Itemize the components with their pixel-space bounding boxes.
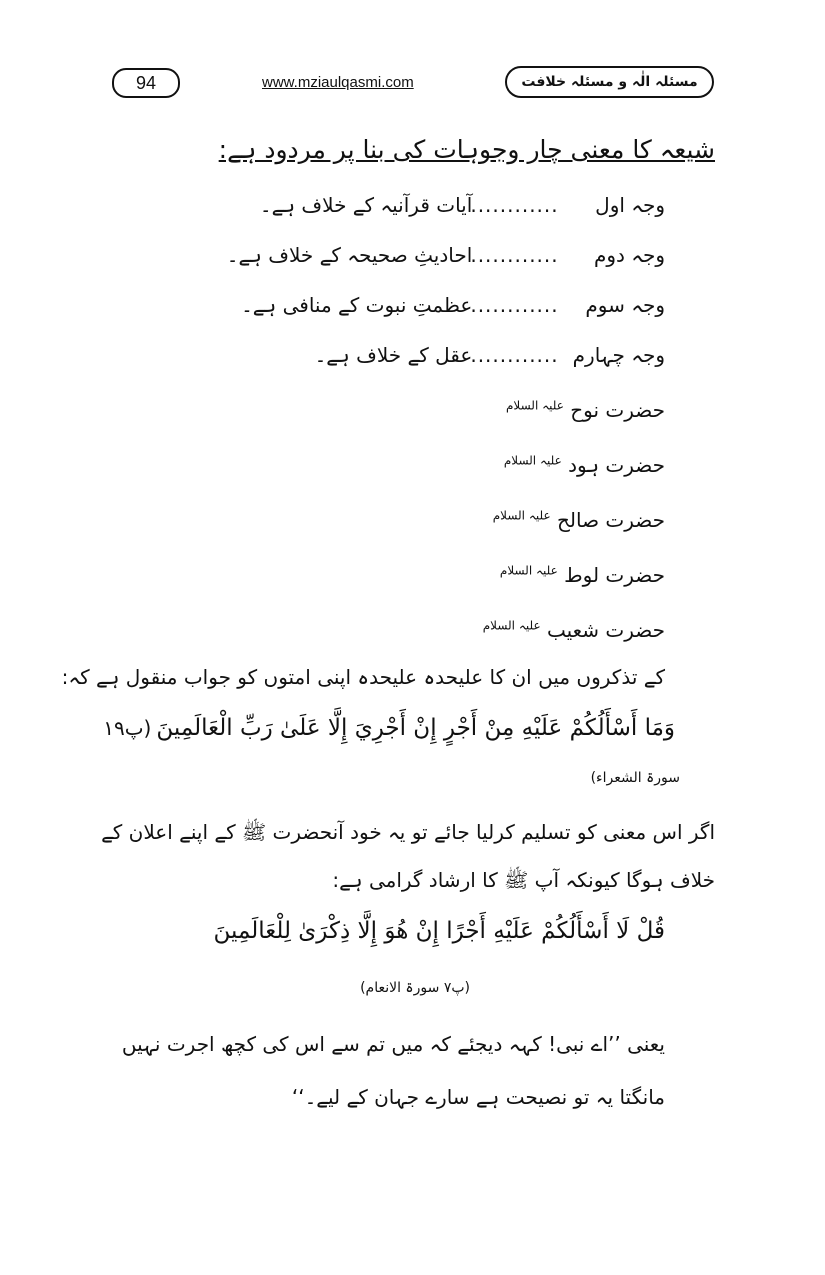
reason-dots: ............ [470, 293, 559, 317]
reason-label: وجہ سوم [585, 293, 665, 317]
intro-line: کے تذکروں میں ان کا علیحدہ علیحدہ اپنی امتوں کو جواب منقول ہے کہ: [61, 665, 665, 689]
prophet-name: حضرت لوط [564, 563, 665, 587]
prophet-item [483, 618, 665, 642]
reason-row [315, 343, 665, 367]
reason-dots: ............ [470, 243, 559, 267]
reason-dots: ............ [470, 193, 559, 217]
reason-text: عظمتِ نبوت کے منافی ہے۔ [241, 293, 473, 317]
verse-1-surah-ref: سورۃ الشعراء) [590, 770, 680, 786]
honorific: علیہ السلام [499, 563, 558, 578]
website-link[interactable]: www.mziaulqasmi.com [262, 74, 414, 91]
reason-label: وجہ دوم [593, 243, 665, 267]
honorific: علیہ السلام [492, 508, 551, 523]
prophet-item [500, 563, 665, 587]
reason-text: احادیثِ صحیحہ کے خلاف ہے۔ [226, 243, 473, 267]
prophet-item [504, 453, 665, 477]
prophet-name: حضرت شعیب [546, 618, 665, 642]
reason-text: عقل کے خلاف ہے۔ [314, 343, 473, 367]
page-number: 94 [112, 68, 180, 98]
prophet-item [493, 508, 665, 532]
verse-1-para-ref: (پ۱۹ [103, 716, 152, 740]
translation-line: یعنی ’’اے نبی! کہہ دیجئے کہ میں تم سے اس کی کچھ اجرت نہیں [121, 1032, 665, 1056]
verse-2-arabic: قُلْ لَا أَسْأَلُكُمْ عَلَيْهِ أَجْرًا إِنْ هُوَ إِلَّا ذِكْرَىٰ لِلْعَالَمِينَ [213, 918, 665, 944]
honorific: علیہ السلام [506, 398, 564, 413]
reason-label: وجہ چہارم [572, 343, 665, 367]
translation-line: مانگتا یہ تو نصیحت ہے سارے جہان کے لیے۔‘‘ [291, 1085, 665, 1109]
reason-row [241, 293, 665, 317]
reason-row [260, 193, 665, 217]
prophet-item [506, 398, 665, 422]
verse-2-ref: (پ۷ سورۃ الانعام) [360, 980, 470, 996]
section-heading: شیعہ کا معنی چار وجوہات کی بنا پر مردود ہے: [218, 135, 715, 164]
reason-row [227, 243, 665, 267]
reason-label: وجہ اول [595, 193, 665, 217]
verse-1-arabic: وَمَا أَسْأَلُكُمْ عَلَيْهِ مِنْ أَجْرٍ إِنْ أَجْرِيَ إِلَّا عَلَىٰ رَبِّ الْعَالَمِينَ [156, 715, 675, 741]
verse-1 [103, 715, 675, 741]
running-title: مسئلہ الٰہ و مسئلہ خلافت [505, 66, 714, 98]
honorific: علیہ السلام [482, 618, 541, 633]
paragraph-line: اگر اس معنی کو تسلیم کرلیا جائے تو یہ خود آنحضرت ﷺ کے اپنے اعلان کے [101, 820, 715, 844]
reason-text: آیات قرآنیہ کے خلاف ہے۔ [259, 193, 473, 217]
reason-dots: ............ [470, 343, 559, 367]
prophet-name: حضرت صالح [556, 508, 665, 532]
paragraph-line: خلاف ہوگا کیونکہ آپ ﷺ کا ارشاد گرامی ہے: [332, 868, 715, 892]
prophet-name: حضرت ہود [568, 453, 665, 477]
prophet-name: حضرت نوح [570, 398, 665, 422]
honorific: علیہ السلام [503, 453, 562, 468]
